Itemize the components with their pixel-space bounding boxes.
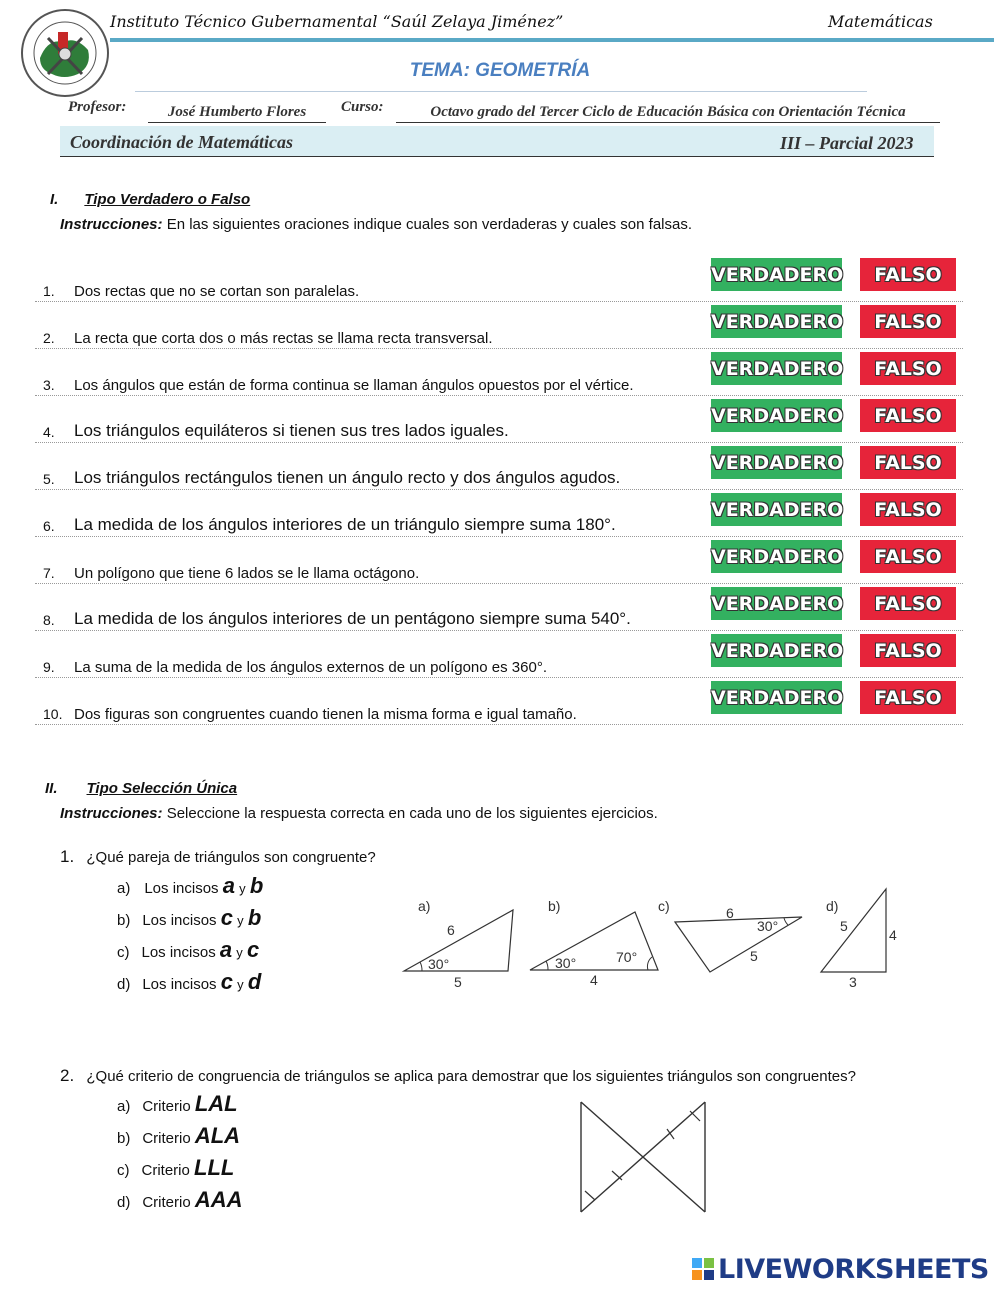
true-button[interactable]: VERDADERO (711, 634, 842, 667)
true-button[interactable]: VERDADERO (711, 399, 842, 432)
question-text: ¿Qué pareja de triángulos son congruente? (86, 849, 376, 866)
q2-option[interactable] (117, 1123, 240, 1149)
q1-option[interactable] (117, 873, 263, 899)
false-button[interactable]: FALSO (860, 540, 956, 573)
term-label: III – Parcial 2023 (780, 133, 914, 153)
tick-mark-left-2 (612, 1171, 622, 1180)
figure-c-angle: 30° (757, 918, 779, 934)
instructions-label: Instrucciones: (60, 805, 163, 822)
header-divider (110, 38, 994, 42)
option-first: a (219, 937, 233, 962)
option-text: Los incisos (142, 976, 221, 993)
instructions-label: Instrucciones: (60, 216, 163, 233)
tf-item (35, 537, 963, 584)
true-button[interactable]: VERDADERO (711, 540, 842, 573)
tick-mark-left-1 (585, 1191, 595, 1200)
figure-b-angle2: 70° (616, 949, 638, 965)
q2-option[interactable] (117, 1155, 234, 1181)
figure-b-angle1: 30° (555, 955, 577, 971)
option-criterion: LLL (194, 1155, 235, 1180)
true-button[interactable]: VERDADERO (711, 493, 842, 526)
question-text: ¿Qué criterio de congruencia de triángulos se aplica para demostrar que los siguientes triángulos son congruentes? (86, 1068, 856, 1085)
tf-item-text: Un polígono que tiene 6 lados se le llama octágono. (74, 565, 420, 582)
true-button[interactable]: VERDADERO (711, 587, 842, 620)
false-button[interactable]: FALSO (860, 587, 956, 620)
false-button[interactable]: FALSO (860, 634, 956, 667)
option-second: c (246, 937, 260, 962)
option-text: Los incisos (142, 912, 221, 929)
tf-item (35, 349, 963, 396)
figure-a-angle: 30° (428, 956, 450, 972)
q2-option[interactable] (117, 1091, 238, 1117)
tf-item-number: 1. (43, 283, 55, 299)
option-letter: a) (117, 1098, 131, 1115)
tf-item-text: Dos rectas que no se cortan son paralelas. (74, 283, 360, 300)
option-first: c (220, 969, 233, 994)
figure-c-side2: 5 (750, 948, 758, 964)
triangle-c-angle-arc (784, 918, 788, 925)
teacher-label: Profesor: (68, 99, 127, 115)
tf-item-number: 5. (43, 471, 55, 487)
triangle-b-angle1-arc (546, 961, 548, 970)
school-name: Instituto Técnico Gubernamental “Saúl Zelaya Jiménez” (110, 12, 564, 31)
triangle-c (675, 917, 802, 972)
option-conj: y (236, 945, 243, 960)
tf-item-text: La suma de la medida de los ángulos externos de un polígono es 360°. (74, 659, 547, 676)
course-label: Curso: (341, 99, 384, 115)
section-2-heading (45, 780, 237, 797)
tf-item-text: La medida de los ángulos interiores de un pentágono siempre suma 540°. (74, 609, 631, 628)
figure-d-side3: 3 (849, 974, 857, 990)
true-button[interactable]: VERDADERO (711, 352, 842, 385)
subject-name: Matemáticas (828, 12, 933, 31)
tf-item-number: 8. (43, 612, 55, 628)
tf-item-text: Los triángulos rectángulos tienen un ángulo recto y dos ángulos agudos. (74, 468, 621, 487)
tf-item (35, 302, 963, 349)
tf-item-text: Dos figuras son congruentes cuando tienen la misma forma e igual tamaño. (74, 706, 577, 723)
tf-item (35, 678, 963, 725)
option-letter: a) (117, 880, 131, 897)
option-text: Los incisos (141, 944, 220, 961)
question-1-figure (400, 884, 920, 994)
liveworksheets-logo-icon (692, 1258, 714, 1280)
question-1 (60, 847, 376, 867)
option-criterion: AAA (194, 1187, 243, 1212)
option-criterion: ALA (194, 1123, 241, 1148)
true-button[interactable]: VERDADERO (711, 258, 842, 291)
tf-item-number: 4. (43, 424, 55, 440)
false-button[interactable]: FALSO (860, 493, 956, 526)
section-1-heading (50, 191, 250, 208)
instructions-text: En las siguientes oraciones indique cuales son verdaderas y cuales son falsas. (162, 216, 693, 233)
figure-c-side1: 6 (726, 905, 734, 921)
option-text: Los incisos (144, 880, 223, 897)
figure-b-side: 4 (590, 972, 598, 988)
tf-item (35, 396, 963, 443)
page-title: TEMA: GEOMETRÍA (409, 60, 591, 81)
option-conj: y (237, 913, 244, 928)
tf-item-number: 10. (43, 706, 63, 722)
figure-b-label: b) (548, 898, 561, 914)
option-first: c (220, 905, 233, 930)
figure-d-side1: 5 (840, 918, 848, 934)
true-button[interactable]: VERDADERO (711, 681, 842, 714)
tf-item-text: Los triángulos equiláteros si tienen sus tres lados iguales. (74, 421, 509, 440)
false-button[interactable]: FALSO (860, 399, 956, 432)
tf-item-text: Los ángulos que están de forma continua se llaman ángulos opuestos por el vértice. (74, 377, 634, 394)
option-conj: y (237, 977, 244, 992)
false-button[interactable]: FALSO (860, 681, 956, 714)
tick-mark-right-2 (690, 1111, 700, 1121)
option-conj: y (239, 881, 246, 896)
q1-option[interactable] (117, 969, 261, 995)
section-2-instructions (60, 805, 658, 822)
figure-a-side2: 5 (454, 974, 462, 990)
tf-item-text: La medida de los ángulos interiores de un triángulo siempre suma 180°. (74, 515, 616, 534)
option-second: b (249, 873, 264, 898)
option-letter: c) (117, 1162, 130, 1179)
option-second: b (247, 905, 262, 930)
figure-d-label: d) (826, 898, 839, 914)
tf-item-number: 6. (43, 518, 55, 534)
false-button[interactable]: FALSO (860, 305, 956, 338)
tf-item-number: 9. (43, 659, 55, 675)
false-button[interactable]: FALSO (860, 446, 956, 479)
course-value: Octavo grado del Tercer Ciclo de Educación Básica con Orientación Técnica (396, 104, 940, 123)
question-2-figure (575, 1096, 715, 1220)
section-1-title: Tipo Verdadero o Falso (84, 191, 251, 208)
triangle-b (530, 912, 658, 970)
title-divider (135, 91, 867, 92)
question-number: 2. (60, 1066, 75, 1085)
q1-option[interactable] (117, 905, 261, 931)
true-button[interactable]: VERDADERO (711, 446, 842, 479)
option-letter: d) (117, 1194, 131, 1211)
q2-option[interactable] (117, 1187, 243, 1213)
option-first: a (222, 873, 235, 898)
tf-item-number: 3. (43, 377, 55, 393)
true-button[interactable]: VERDADERO (711, 305, 842, 338)
triangle-a-angle-arc (420, 962, 422, 971)
figure-d-side2: 4 (889, 927, 897, 943)
tf-item-text: La recta que corta dos o más rectas se llama recta transversal. (74, 330, 493, 347)
instructions-text: Seleccione la respuesta correcta en cada uno de los siguientes ejercicios. (162, 805, 658, 822)
tf-item-number: 2. (43, 330, 55, 346)
figure-c-label: c) (658, 898, 670, 914)
option-letter: b) (117, 912, 131, 929)
false-button[interactable]: FALSO (860, 352, 956, 385)
option-letter: c) (117, 944, 130, 961)
section-2-title: Tipo Selección Única (86, 780, 238, 797)
teacher-value: José Humberto Flores (148, 104, 326, 123)
section-2-numeral: II. (45, 780, 58, 797)
option-criterion: LAL (194, 1091, 238, 1116)
triangle-b-angle2-arc (647, 957, 652, 970)
question-2 (60, 1066, 856, 1086)
tf-item (35, 490, 963, 537)
question-number: 1. (60, 847, 75, 866)
false-button[interactable]: FALSO (860, 258, 956, 291)
q1-option[interactable] (117, 937, 259, 963)
option-text: Criterio (142, 1098, 195, 1115)
tf-item (35, 255, 963, 302)
option-text: Criterio (142, 1130, 195, 1147)
coordination-label: Coordinación de Matemáticas (70, 132, 294, 152)
section-1-instructions (60, 216, 692, 233)
school-logo (18, 8, 112, 98)
tf-item (35, 443, 963, 490)
option-text: Criterio (142, 1194, 195, 1211)
figure-a-side1: 6 (447, 922, 455, 938)
tf-item (35, 631, 963, 678)
option-letter: d) (117, 976, 131, 993)
figure-a-label: a) (418, 898, 431, 914)
tf-item (35, 584, 963, 631)
option-second: d (247, 969, 262, 994)
section-1-numeral: I. (50, 191, 59, 208)
liveworksheets-brand[interactable]: LIVEWORKSHEETS (718, 1254, 989, 1285)
option-letter: b) (117, 1130, 131, 1147)
option-text: Criterio (141, 1162, 195, 1179)
tf-item-number: 7. (43, 565, 55, 581)
